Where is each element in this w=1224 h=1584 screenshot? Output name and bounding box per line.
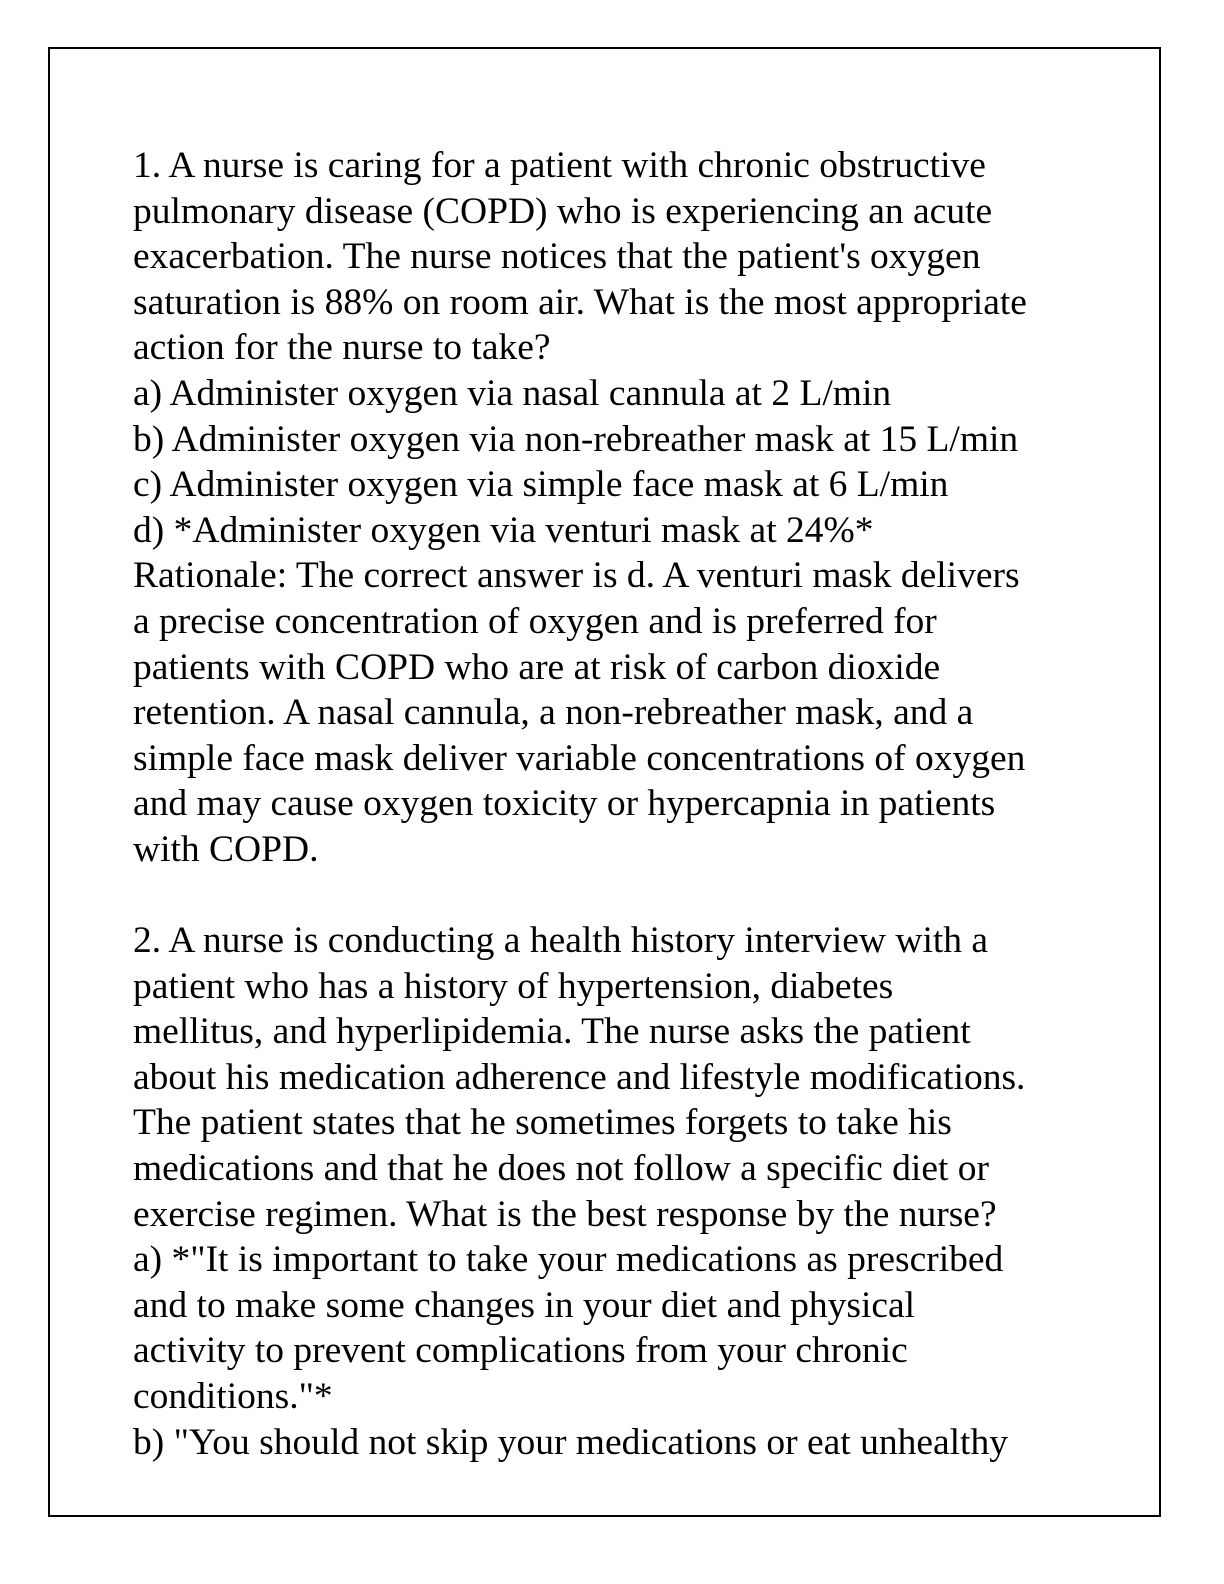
- document-body: [133, 143, 1143, 1465]
- question-stem-line: exercise regimen. What is the best response by the nurse?: [133, 1193, 997, 1235]
- rationale-line: Rationale: The correct answer is d. A venturi mask delivers: [133, 555, 1020, 597]
- question-stem-line: pulmonary disease (COPD) who is experiencing an acute: [133, 190, 993, 232]
- rationale-line: retention. A nasal cannula, a non-rebreather mask, and a: [133, 692, 974, 734]
- answer-option-c: c) Administer oxygen via simple face mask at 6 L/min: [133, 464, 949, 506]
- question-stem-line: mellitus, and hyperlipidemia. The nurse asks the patient: [133, 1011, 971, 1053]
- question-stem-line: exacerbation. The nurse notices that the patient's oxygen: [133, 236, 981, 278]
- question-stem-line: about his medication adherence and lifestyle modifications.: [133, 1056, 1026, 1098]
- question-stem-line: saturation is 88% on room air. What is the most appropriate: [133, 281, 1027, 323]
- rationale-line: simple face mask deliver variable concentrations of oxygen: [133, 737, 1026, 779]
- rationale-line: with COPD.: [133, 828, 319, 870]
- answer-option-a-continued: and to make some changes in your diet and physical: [133, 1284, 916, 1326]
- answer-option-b: b) "You should not skip your medications or eat unhealthy: [133, 1421, 1008, 1463]
- paragraph-spacer: [133, 873, 1143, 919]
- question-stem-line: The patient states that he sometimes forgets to take his: [133, 1102, 952, 1144]
- answer-option-d: d) *Administer oxygen via venturi mask at 24%*: [133, 509, 874, 551]
- question-2: [133, 918, 1143, 1465]
- answer-option-a: a) *"It is important to take your medications as prescribed: [133, 1239, 1004, 1281]
- rationale-line: and may cause oxygen toxicity or hypercapnia in patients: [133, 783, 996, 825]
- question-stem-line: 2. A nurse is conducting a health history interview with a: [133, 920, 989, 962]
- answer-option-a-continued: activity to prevent complications from your chronic: [133, 1330, 908, 1372]
- question-stem-line: 1. A nurse is caring for a patient with chronic obstructive: [133, 145, 986, 186]
- question-stem-line: medications and that he does not follow a specific diet or: [133, 1148, 989, 1190]
- question-stem-line: action for the nurse to take?: [133, 327, 551, 369]
- answer-option-a: a) Administer oxygen via nasal cannula at 2 L/min: [133, 372, 892, 414]
- answer-option-b: b) Administer oxygen via non-rebreather mask at 15 L/min: [133, 418, 1019, 460]
- rationale-line: a precise concentration of oxygen and is preferred for: [133, 600, 937, 642]
- answer-option-a-continued: conditions."*: [133, 1376, 333, 1418]
- rationale-line: patients with COPD who are at risk of carbon dioxide: [133, 646, 941, 688]
- question-1: [133, 143, 1143, 873]
- question-stem-line: patient who has a history of hypertension, diabetes: [133, 965, 894, 1007]
